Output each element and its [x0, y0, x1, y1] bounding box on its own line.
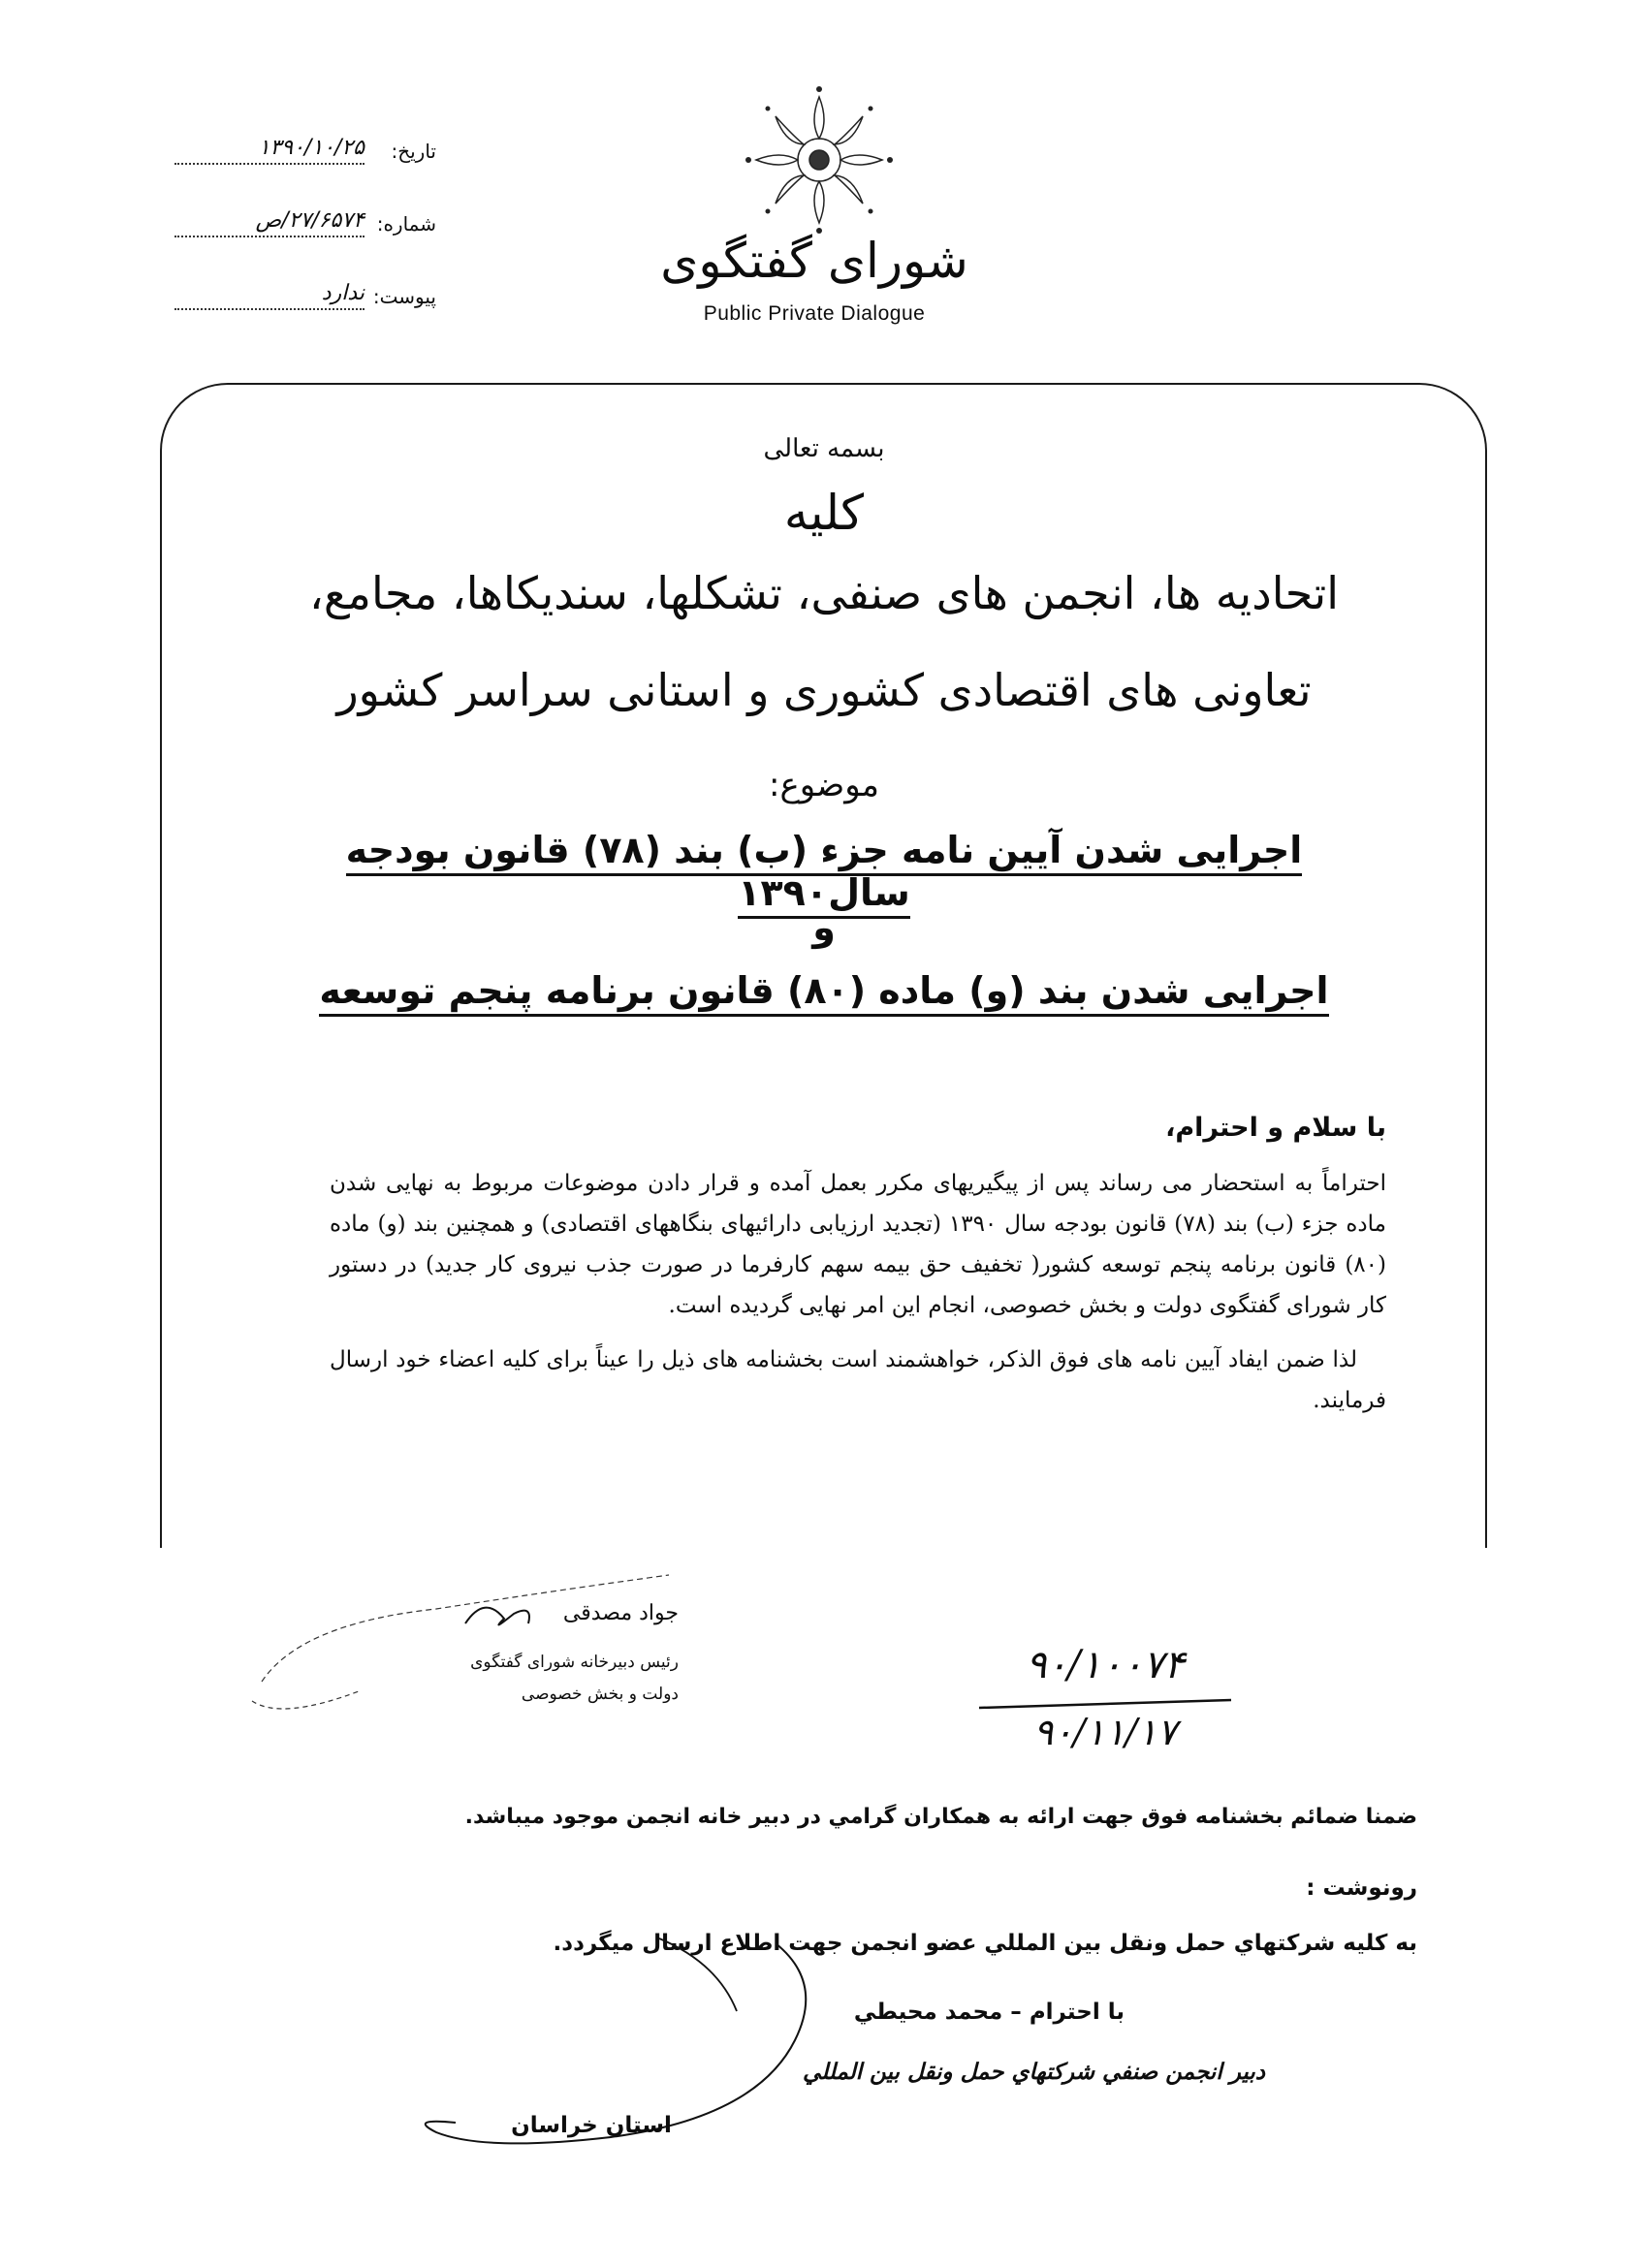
sender-title: دبير انجمن صنفي شركتهاي حمل ونقل بين المللي — [803, 2060, 1265, 2085]
endorsement-note: ضمنا ضمائم بخشنامه فوق جهت ارائه به همكاران گرامي در دبير خانه انجمن موجود ميباشد. — [464, 1805, 1417, 1829]
subject-line-1 — [291, 829, 1357, 914]
invocation-heading: بسمه تعالی — [763, 434, 885, 463]
attachment-value: ندارد — [321, 281, 364, 305]
council-logo-icon — [708, 78, 931, 252]
number-value: ۲۷/۶۵۷۴/ص — [255, 208, 364, 233]
subject-label: موضوع: — [769, 766, 879, 804]
sender-province: استان خراسان — [511, 2113, 672, 2138]
addressee: کلیه — [783, 485, 865, 541]
signature-flourish — [242, 1565, 679, 1730]
subject-conjunction: و — [812, 906, 836, 949]
registration-date: ۹۰/۱۱/۱۷ — [1032, 1711, 1178, 1753]
org-name-persian: شورای گفتگوی — [660, 233, 968, 289]
letter-body — [330, 1163, 1386, 1421]
date-dotted-line — [174, 163, 364, 165]
body-paragraph: احتراماً به استحضار می رساند پس از پیگیریهای مکرر بعمل آمده و قرار دادن موضوعات مربوط به نهایی شدن ماده جزء (ب) بند (۷۸) قانون بودجه سال ۱۳۹۰ (تجدید ارزیابی دارائیهای بنگاههای اقتصادی) و همچنین بند (و) ماده (۸۰) قانون برنامه پنجم توسعه کشور( تخفیف حق بیمه سهم کارفرما در صورت جذب نیروی کار جدید) در دستور کار شورای گفتگوی دولت و بخش خصوصی، انجام این امر نهایی گردیده است. — [330, 1171, 1386, 1318]
date-row — [174, 136, 436, 171]
cc-text: به كليه شركتهاي حمل ونقل بين المللي عضو انجمن جهت اطلاع ارسال ميگردد. — [553, 1931, 1417, 1956]
signer-name: جواد مصدقی — [562, 1601, 679, 1625]
subject-line-1-text: اجرایی شدن آیین نامه جزء (ب) بند (۷۸) قانون بودجه سال۱۳۹۰ — [346, 829, 1303, 919]
number-row — [174, 208, 436, 243]
org-name-english: Public Private Dialogue — [703, 302, 926, 325]
closing-regards: با احترام – محمد محيطي — [853, 2000, 1125, 2025]
recipients-line-1: اتحادیه ها، انجمن های صنفی، تشکلها، سندیکاها، مجامع، — [308, 567, 1340, 619]
date-label: تاریخ: — [391, 140, 436, 163]
signer-title-line-2: دولت و بخش خصوصی — [521, 1685, 679, 1704]
attachment-dotted-line — [174, 308, 364, 310]
registration-number: ۹۰/۱۰۰۷۴ — [1026, 1643, 1185, 1687]
attachment-row — [174, 281, 436, 316]
subject-line-2-text: اجرایی شدن بند (و) ماده (۸۰) قانون برنامه پنجم توسعه — [319, 969, 1328, 1017]
attachment-label: پیوست: — [372, 285, 436, 308]
cc-label: رونوشت : — [1306, 1875, 1417, 1901]
body-paragraph: لذا ضمن ایفاد آیین نامه های فوق الذکر، خواهشمند است بخشنامه های ذیل را عیناً برای کلیه اعضاء خود ارسال فرمایند. — [330, 1347, 1386, 1413]
subject-line-2 — [291, 969, 1357, 1012]
date-value: ۱۳۹۰/۱۰/۲۵ — [258, 136, 364, 160]
number-label: شماره: — [376, 212, 436, 236]
recipients-line-2: تعاونی های اقتصادی کشوری و استانی سراسر کشور — [336, 664, 1312, 716]
number-dotted-line — [174, 236, 364, 237]
greeting: با سلام و احترام، — [1165, 1113, 1386, 1143]
signer-title-line-1: رئیس دبیرخانه شورای گفتگوی — [470, 1653, 679, 1672]
